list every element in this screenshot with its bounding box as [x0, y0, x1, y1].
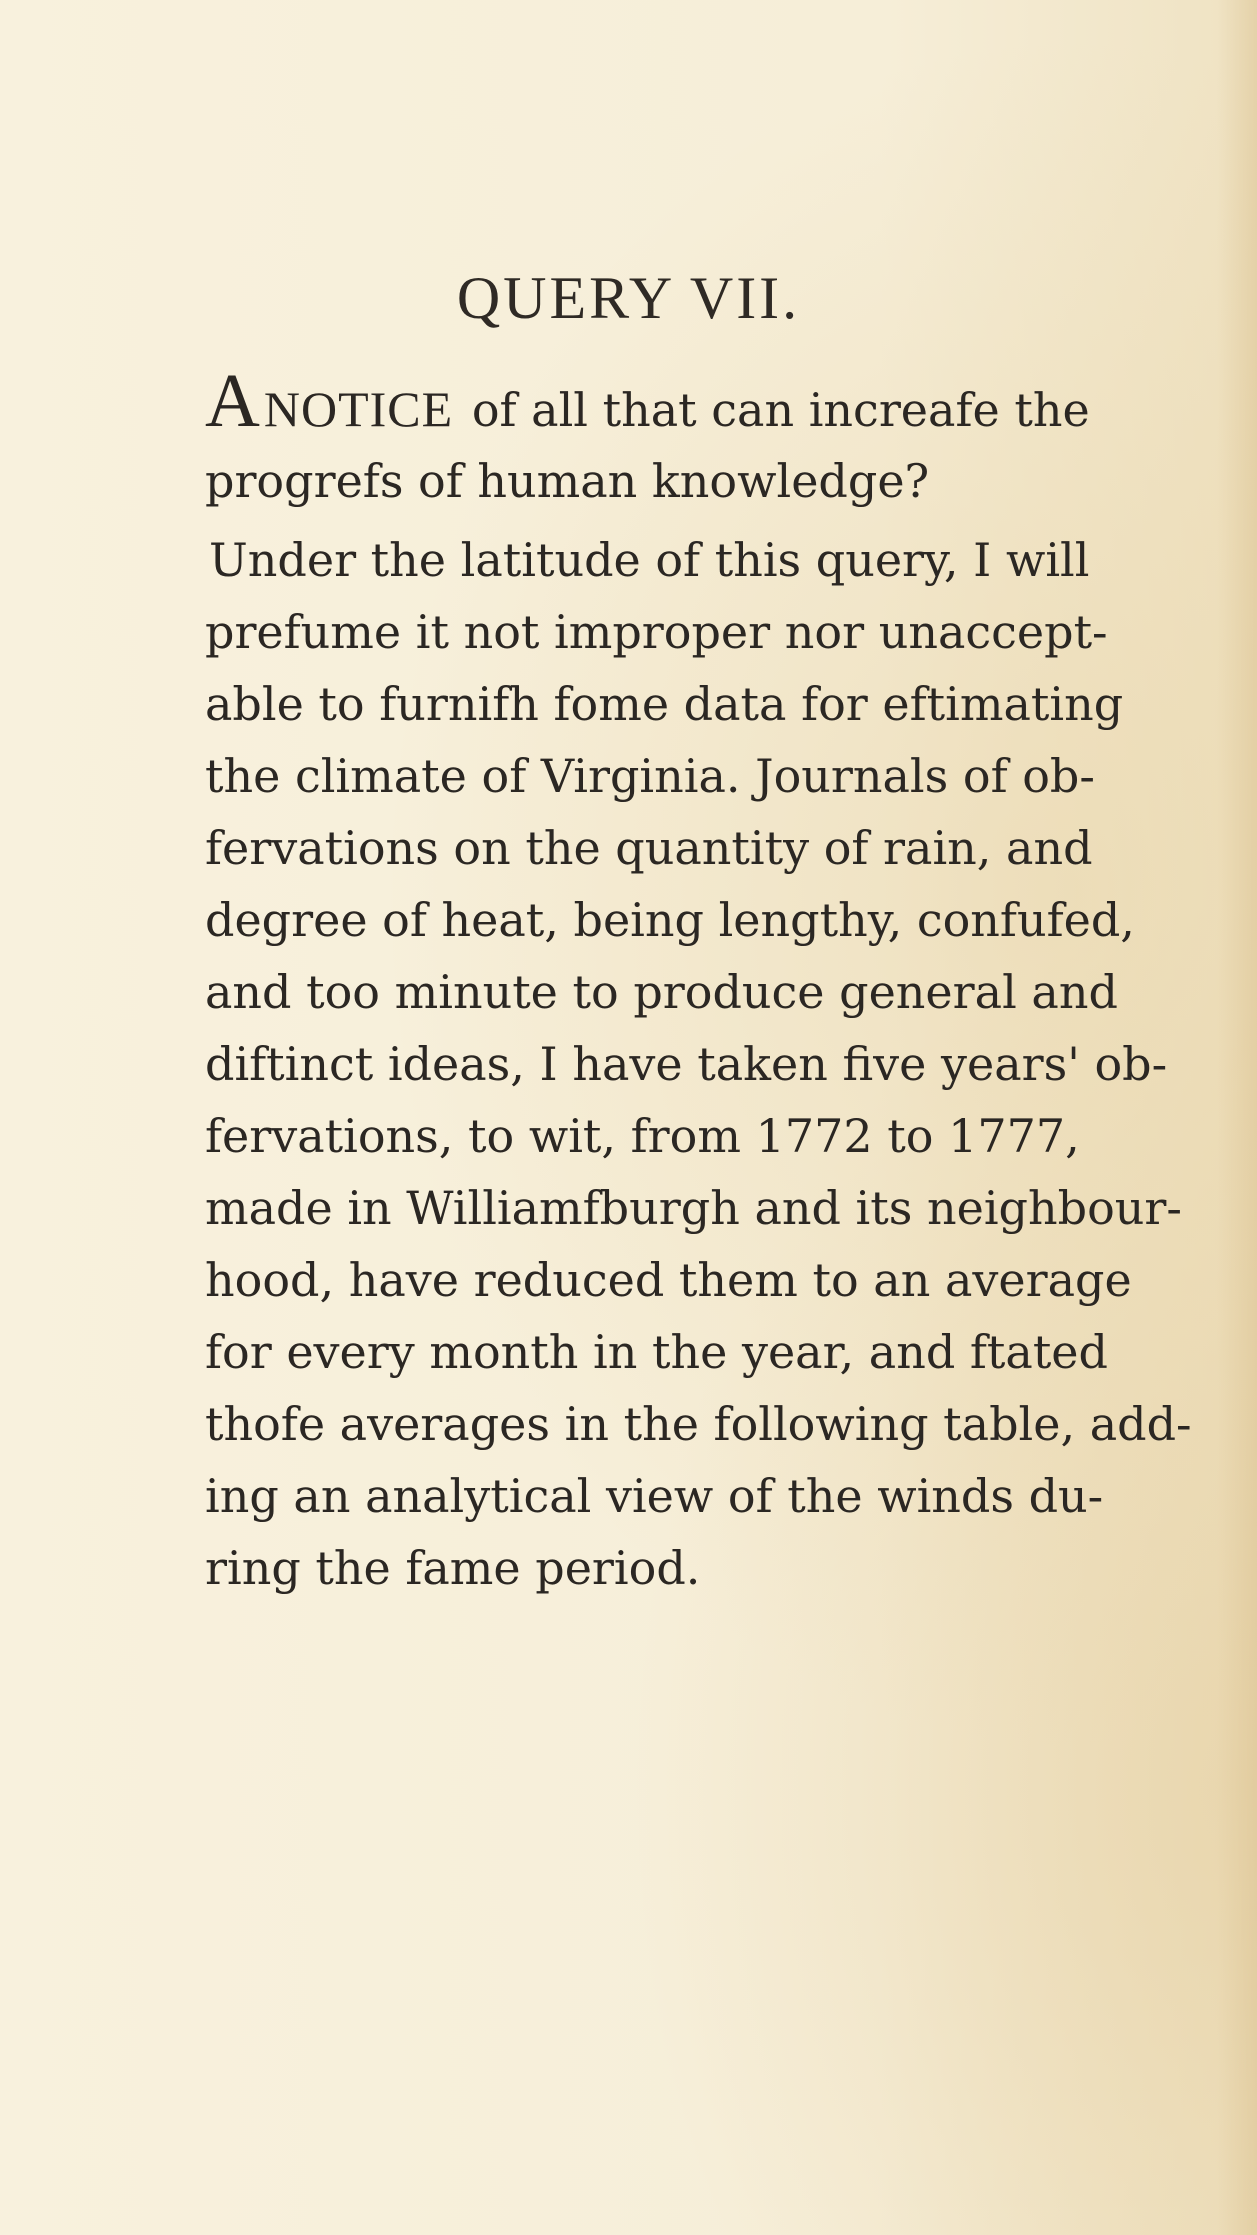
paragraph-line-1: Under the latitude of this query, I will [209, 533, 1090, 587]
notice-line-2: progrefs of human knowledge? [205, 454, 930, 508]
paragraph-line-10: made in Williamfburgh and its neighbour- [205, 1181, 1182, 1235]
paragraph-line-4: the climate of Virginia. Journals of ob- [205, 749, 1095, 803]
paragraph-line-5: fervations on the quantity of rain, and [205, 821, 1093, 875]
paragraph-line-6: degree of heat, being lengthy, confufed, [205, 893, 1135, 947]
paragraph-line-7: and too minute to produce general and [205, 965, 1118, 1019]
paragraph-line-14: ing an analytical view of the winds du- [205, 1469, 1104, 1523]
paragraph-line-12: for every month in the year, and ftated [205, 1325, 1108, 1379]
paragraph-line-15: ring the fame period. [205, 1541, 701, 1595]
query-heading: QUERY VII. [456, 265, 801, 331]
paragraph-line-3: able to furnifh fome data for eftimating [205, 677, 1124, 731]
notice-line-1-rest: of all that can increafe the [471, 383, 1090, 437]
notice-caps-word: NOTICE [263, 381, 454, 437]
paragraph-line-13: thofe averages in the following table, add- [205, 1397, 1192, 1451]
drop-letter: A [205, 359, 260, 443]
paragraph-line-9: fervations, to wit, from 1772 to 1777, [205, 1109, 1080, 1163]
notice-line-1 [205, 359, 1195, 445]
page-edge-shadow [1217, 0, 1257, 2235]
paragraph-line-8: diftinct ideas, I have taken five years' ob- [205, 1037, 1168, 1091]
paragraph-line-11: hood, have reduced them to an average [205, 1253, 1132, 1307]
notice-question [205, 359, 1195, 517]
paragraph-line-2: prefume it not improper nor unaccept- [205, 605, 1108, 659]
answer-paragraph [205, 524, 1195, 1604]
